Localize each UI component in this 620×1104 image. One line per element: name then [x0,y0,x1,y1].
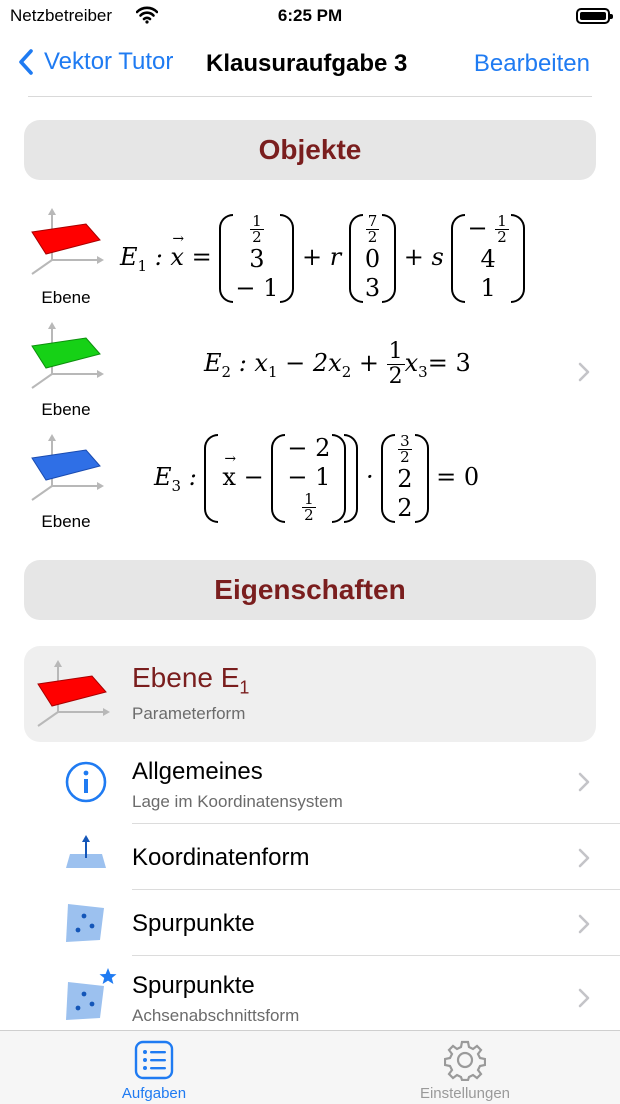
selected-object-card[interactable] [24,646,596,742]
property-title: Spurpunkte [132,972,255,999]
object-type-label: Ebene [41,512,91,531]
chevron-right-icon [578,362,590,382]
support-vector: $\frac{1}{2}$ 3 − 1 [219,214,294,303]
edit-button[interactable]: Bearbeiten [473,50,590,77]
plane-blue-icon [26,432,106,502]
chevron-left-icon [18,48,34,76]
property-row-koordinatenform[interactable] [0,824,620,890]
chevron-right-icon [578,848,590,868]
nav-divider [28,96,592,97]
param-r: r [329,243,342,271]
objects-header: Objekte [24,120,596,180]
formula-e2-label: E [204,349,222,377]
tab-label: Aufgaben [121,1085,187,1102]
gear-icon [444,1039,486,1081]
formula-e1-label: E [120,243,138,271]
chevron-right-icon [578,772,590,792]
normal-vector: $\frac{3}{2}$ 2 2 [381,434,428,523]
plane-normal-icon [62,830,110,878]
selected-object-form: Parameterform [132,704,246,723]
properties-header: Eigenschaften [24,560,596,620]
object-row-e2[interactable] [0,320,620,428]
tab-label: Einstellungen [419,1085,511,1102]
battery-icon [576,8,610,24]
formula-e3-label: E [154,463,172,491]
selected-title-text: Ebene E [132,662,240,693]
tab-bar [0,1030,620,1104]
formula-e2: $E_2$ : $x_1 - 2x_2$ + $\frac{1}{2}$ $x_3= 3$ [204,339,471,389]
formula-e3-index: 3 [171,476,182,495]
formula-e2-index: 2 [221,362,232,381]
direction-vector-2: − $\frac{1}{2}$ 4 1 [451,214,524,303]
direction-vector-1: $\frac{7}{2}$ 0 3 [349,214,396,303]
tab-einstellungen[interactable] [385,1039,545,1102]
list-icon [133,1039,175,1081]
point-vector: − 2 − 1 $\frac{1}{2}$ [271,434,346,523]
chevron-right-icon [578,988,590,1008]
property-title: Spurpunkte [132,910,255,937]
trace-points-icon [62,898,110,946]
formula-e3-rhs: 0 [463,463,480,491]
object-row-e3[interactable] [0,432,620,540]
tab-aufgaben[interactable] [74,1039,234,1102]
property-row-spurpunkte-achsenabschnitt[interactable] [0,956,620,1030]
property-row-allgemeines[interactable] [0,752,620,824]
chevron-right-icon [578,914,590,934]
plane-red-icon [32,658,112,728]
status-bar [0,0,620,34]
object-type-label: Ebene [41,288,91,307]
back-label: Vektor Tutor [44,48,174,75]
trace-points-star-icon [62,966,120,1024]
property-subtitle: Lage im Koordinatensystem [132,792,343,811]
info-icon [62,758,110,806]
property-subtitle: Achsenabschnittsform [132,1006,300,1025]
formula-e1-index: 1 [137,256,148,275]
property-title: Allgemeines [132,758,263,785]
page-title: Klausuraufgabe 3 [206,50,408,77]
formula-e1: $E_1$ : x → = $\frac{1}{2}$ 3 − 1 + r $\frac{7}{2}$ 0 3 + s − $\frac{1}{2}$ 4 1 [120,214,525,303]
formula-e2-rhs: 3 [455,349,471,377]
carrier-label: Netzbetreiber [10,6,113,25]
back-button[interactable] [18,48,173,76]
formula-e3: $E_3$ : x → − − 2 − 1 $\frac{1}{2}$ · $\frac{3}{2}$ 2 2 = 0 [154,432,480,524]
outer-parenthesis: x → − − 2 − 1 $\frac{1}{2}$ [204,434,358,523]
navigation-bar [0,34,620,94]
object-row-e1[interactable] [0,206,620,314]
selected-object-title [132,662,249,699]
selected-title-index: 1 [239,677,250,698]
plane-green-icon [26,320,106,390]
property-row-spurpunkte[interactable] [0,890,620,956]
param-s: s [431,243,444,271]
plane-red-icon [26,206,106,276]
property-title: Koordinatenform [132,844,310,871]
clock: 6:25 PM [277,6,343,25]
object-type-label: Ebene [41,400,91,419]
